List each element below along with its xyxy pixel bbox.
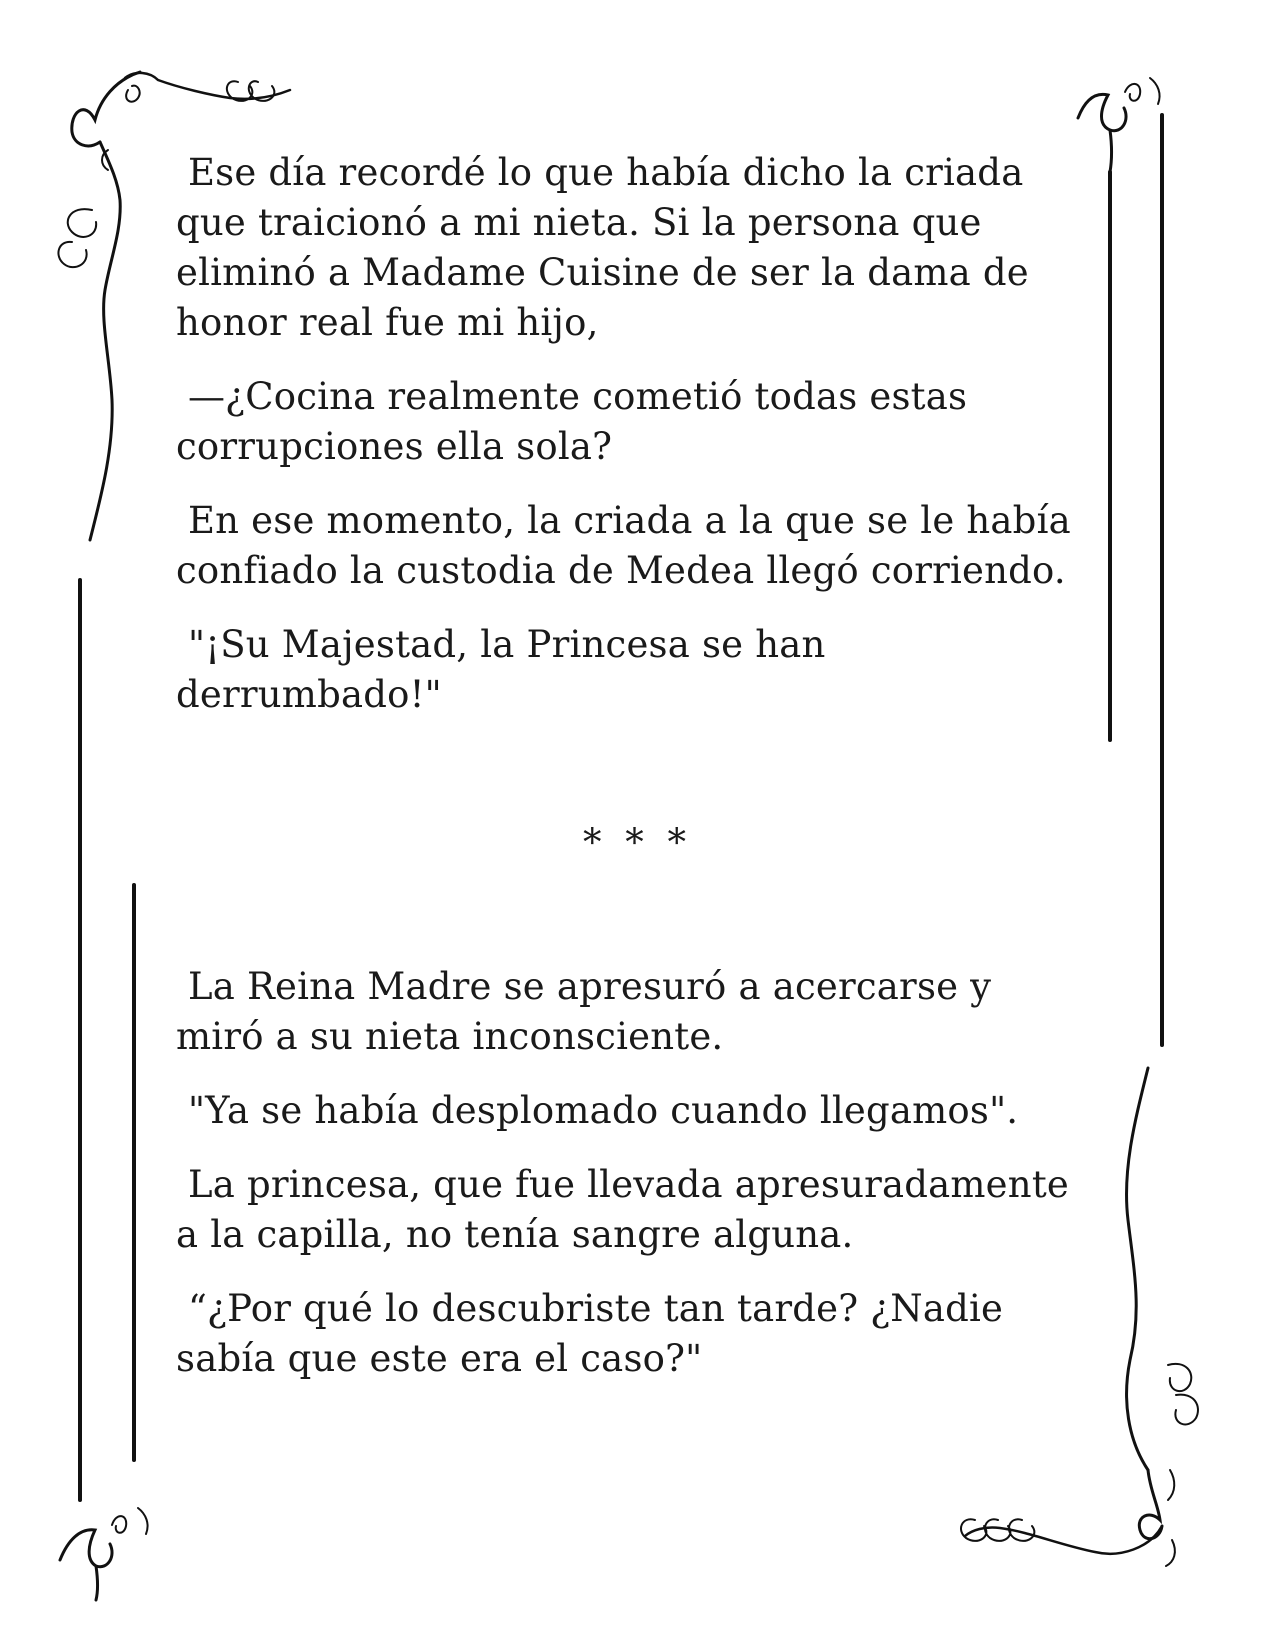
paragraph-4: "¡Su Majestad, la Princesa se han derrumbado!" xyxy=(176,623,826,716)
section-separator: * * * xyxy=(582,821,693,864)
paragraph-2: —¿Cocina realmente cometió todas estas corrupciones ella sola? xyxy=(176,375,968,468)
paragraph-7: La princesa, que fue llevada apresuradamente a la capilla, no tenía sangre alguna. xyxy=(176,1163,1069,1256)
paragraph-5: La Reina Madre se apresuró a acercarse y miró a su nieta inconsciente. xyxy=(176,965,992,1058)
paragraph-1: Ese día recordé lo que había dicho la criada que traicionó a mi nieta. Si la persona que eliminó a Madame Cuisine de ser la dama de honor real fue mi hijo, xyxy=(176,151,1029,344)
paragraph-8: “¿Por qué lo descubriste tan tarde? ¿Nadie sabía que este era el caso?" xyxy=(176,1287,1004,1380)
flourish-bottom-left-icon xyxy=(60,1508,148,1600)
paragraph-3: En ese momento, la criada a la que se le había confiado la custodia de Medea llegó corriendo. xyxy=(176,499,1071,592)
paragraph-6: "Ya se había desplomado cuando llegamos". xyxy=(176,1089,1019,1132)
